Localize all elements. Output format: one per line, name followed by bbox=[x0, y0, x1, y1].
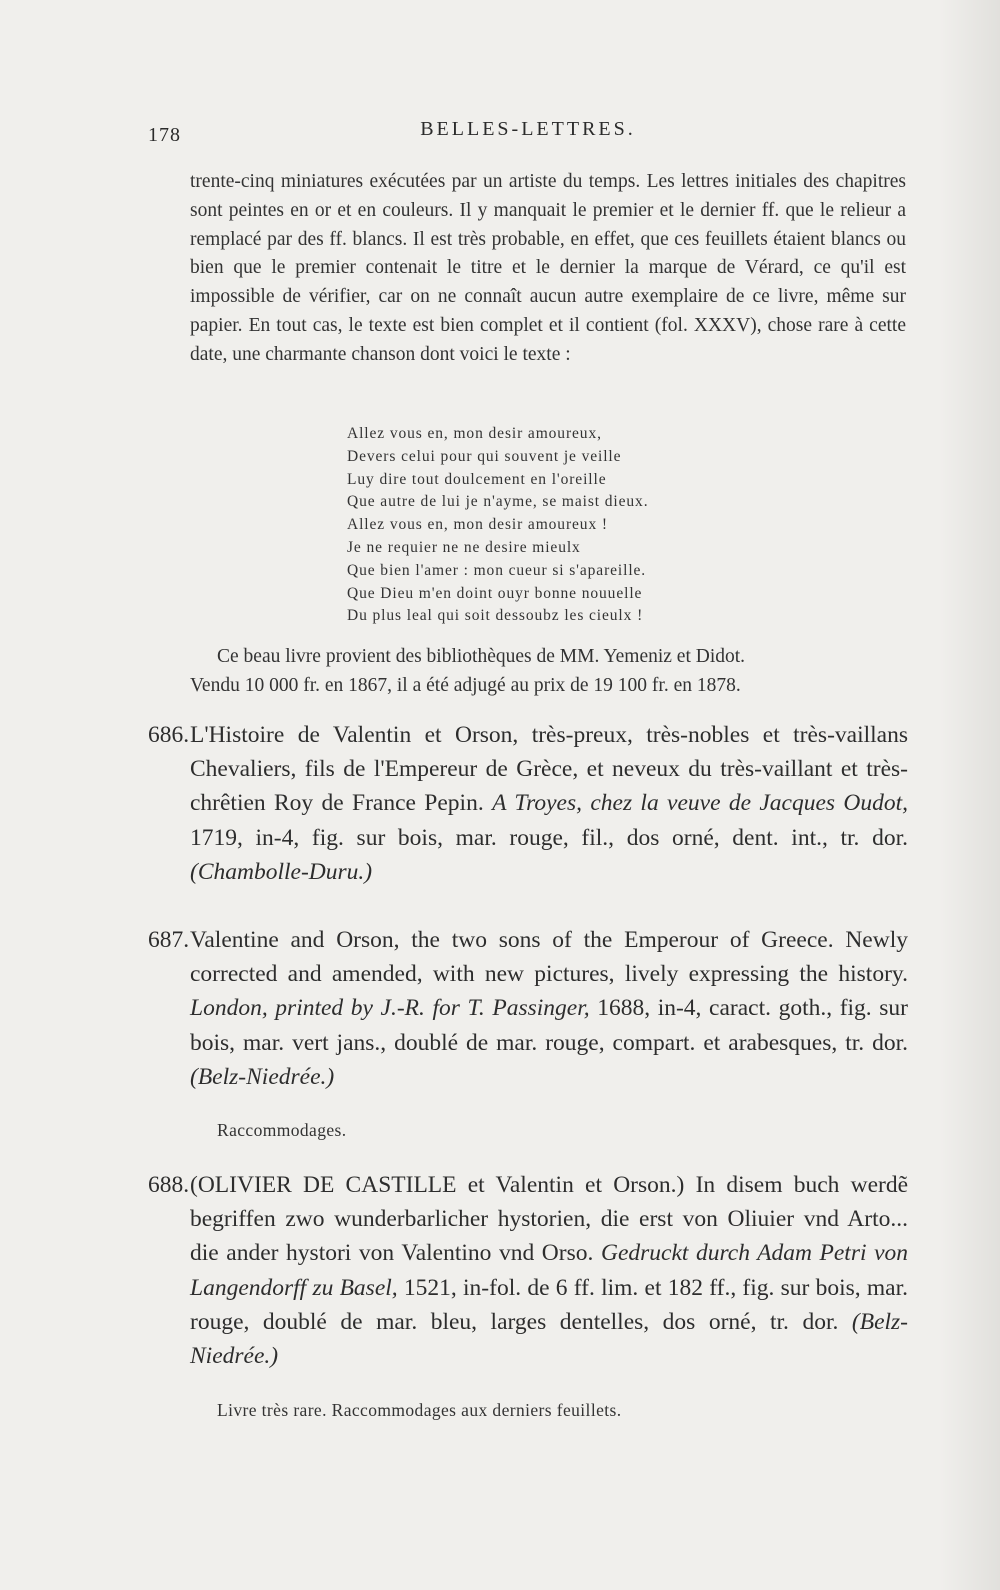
poem-block bbox=[347, 423, 767, 628]
poem-line: Devers celui pour qui souvent je veille bbox=[347, 447, 622, 465]
poem-line: Luy dire tout doulcement en l'oreille bbox=[347, 470, 607, 488]
entry-title: L'Histoire de Valentin et Orson, très-preux, très-nobles et très-vaillans Chevaliers, fils de l'Empereur de Grèce, et neveux du très-vaillant et très-chrêtien Roy de France Pepin. bbox=[190, 722, 908, 817]
entry-number: 687. bbox=[148, 927, 190, 953]
running-head: BELLES-LETTRES. bbox=[420, 118, 636, 140]
entry-text bbox=[148, 1168, 908, 1373]
entry-imprint: Gedruckt durch Adam Petri von Langendorff zu Basel, bbox=[190, 1240, 909, 1301]
provenance-note bbox=[190, 643, 906, 701]
entry-binder: (Chambolle-Duru.) bbox=[190, 858, 373, 885]
entry-title: Valentine and Orson, the two sons of the Emperour of Greece. Newly corrected and amended, with new pictures, lively expressing the history. bbox=[190, 927, 908, 988]
poem-line: Que bien l'amer : mon cueur si s'apareille. bbox=[347, 561, 647, 579]
entry-note-687: Raccommodages. bbox=[217, 1120, 347, 1140]
catalog-entry-686 bbox=[148, 718, 908, 889]
page-header bbox=[148, 118, 908, 148]
catalog-entry-687 bbox=[148, 923, 908, 1094]
entry-title-caps: (OLIVIER DE CASTILLE bbox=[190, 1172, 457, 1198]
entry-text bbox=[148, 718, 908, 889]
page-edge-shadow bbox=[940, 0, 1000, 1590]
provenance-line-2: Vendu 10 000 fr. en 1867, il a été adjugé au prix de 19 100 fr. en 1878. bbox=[190, 674, 741, 696]
catalog-entry-688 bbox=[148, 1168, 908, 1373]
entry-note-688: Livre très rare. Raccommodages aux derniers feuillets. bbox=[217, 1400, 622, 1420]
entry-imprint: London, printed by J.-R. for T. Passinger, bbox=[190, 995, 590, 1022]
entry-binder: (Belz-Niedrée.) bbox=[190, 1308, 909, 1370]
entry-text bbox=[148, 923, 908, 1094]
entry-title: et Valentin et Orson.) In disem buch werdẽ begriffen zwo wunderbarlicher hystorien, die erst von Oliuier vnd Arto... die ander hystori von Valentino vnd Orso. bbox=[190, 1172, 909, 1267]
page-number: 178 bbox=[148, 124, 181, 146]
intro-text: trente-cinq miniatures exécutées par un artiste du temps. Les lettres initiales des chapitres sont peintes en or et en couleurs. Il y manquait le premier et le dernier ff. que le relieur a remplacé par des ff. blancs. Il est très probable, en effet, que ces feuillets étaient blancs ou bien que le premier contenait le titre et le dernier la marque de Vérard, ce qu'il est impossible de vérifier, car on ne connaît aucun autre exemplaire de ce livre, même sur papier. En tout cas, le texte est bien complet et il contient (fol. XXXV), chose rare à cette date, une charmante chanson dont voici le texte : bbox=[190, 171, 906, 365]
intro-paragraph bbox=[190, 168, 906, 370]
poem-line: Je ne requier ne ne desire mieulx bbox=[347, 538, 581, 556]
entry-number: 686. bbox=[148, 722, 190, 748]
entry-binder: (Belz-Niedrée.) bbox=[190, 1063, 335, 1090]
poem-line: Que autre de lui je n'ayme, se maist dieux. bbox=[347, 493, 649, 511]
poem-line: Allez vous en, mon desir amoureux ! bbox=[347, 516, 608, 534]
poem-line: Que Dieu m'en doint ouyr bonne nouuelle bbox=[347, 584, 643, 602]
poem-line: Allez vous en, mon desir amoureux, bbox=[347, 425, 602, 442]
entry-details: 1688, in-4, caract. goth., fig. sur bois, mar. vert jans., doublé de mar. rouge, compart. et arabesques, tr. dor. bbox=[190, 995, 908, 1056]
entry-details: 1521, in-fol. de 6 ff. lim. et 182 ff., fig. sur bois, mar. rouge, doublé de mar. bleu, larges dentelles, dos orné, tr. dor. bbox=[190, 1274, 908, 1335]
provenance-line-1: Ce beau livre provient des bibliothèques de MM. Yemeniz et Didot. bbox=[217, 646, 746, 667]
entry-number: 688. bbox=[148, 1172, 190, 1198]
entry-details: 1719, in-4, fig. sur bois, mar. rouge, fil., dos orné, dent. int., tr. dor. bbox=[190, 824, 908, 851]
entry-imprint: A Troyes, chez la veuve de Jacques Oudot, bbox=[492, 790, 909, 817]
poem-line: Du plus leal qui soit dessoubz les cieulx ! bbox=[347, 607, 644, 625]
